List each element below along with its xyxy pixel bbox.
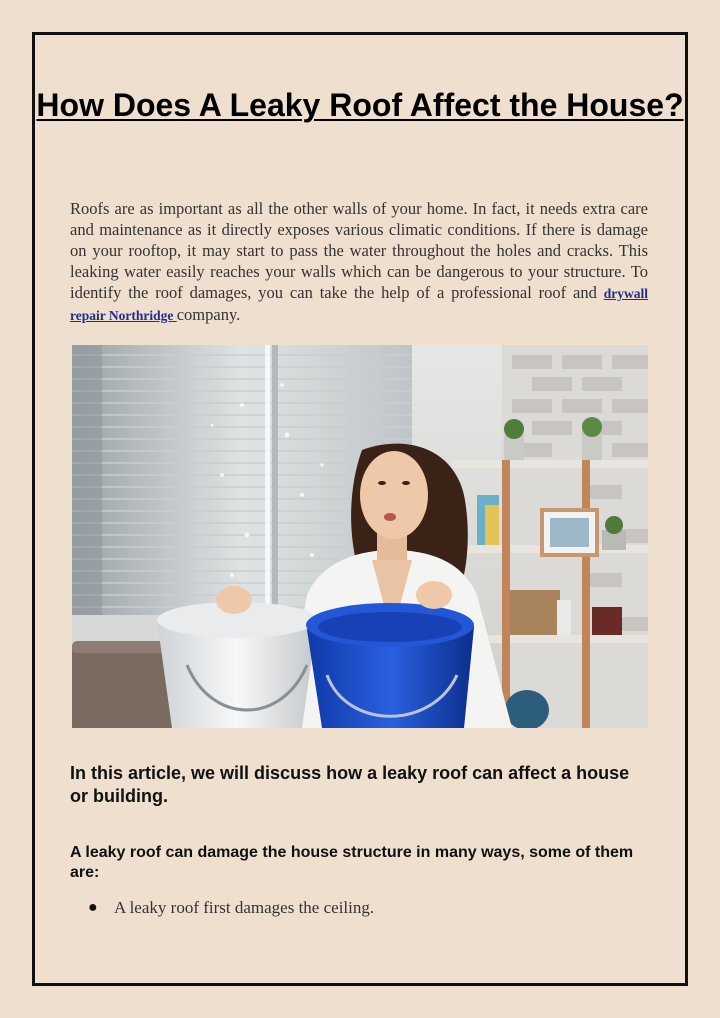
intro-paragraph xyxy=(70,198,648,326)
section-heading-damage: A leaky roof can damage the house structure in many ways, some of them are: xyxy=(70,844,634,881)
drywall-repair-link[interactable]: drywall repair Northridge xyxy=(70,286,648,323)
intro-tail: company. xyxy=(176,305,241,324)
article-title: How Does A Leaky Roof Affect the House? xyxy=(36,87,684,123)
intro-text: Roofs are as important as all the other walls of your home. In fact, it needs extra care and maintenance as it directly exposes various climatic conditions. If there is damage on your rooftop, it may start to pass the water throughout the holes and cracks. This leaking water easily reaches your walls which can be dangerous to your structure. To identify the roof damages, you can take the help of a professional roof and xyxy=(70,199,648,302)
list-item-text: A leaky roof first damages the ceiling. xyxy=(114,898,375,917)
section-heading-article: In this article, we will discuss how a leaky roof can affect a house or building. xyxy=(70,763,630,806)
damage-list xyxy=(88,897,648,919)
list-item xyxy=(88,897,648,919)
leaky-roof-photo xyxy=(72,345,648,728)
bullet-icon: ● xyxy=(88,899,98,916)
